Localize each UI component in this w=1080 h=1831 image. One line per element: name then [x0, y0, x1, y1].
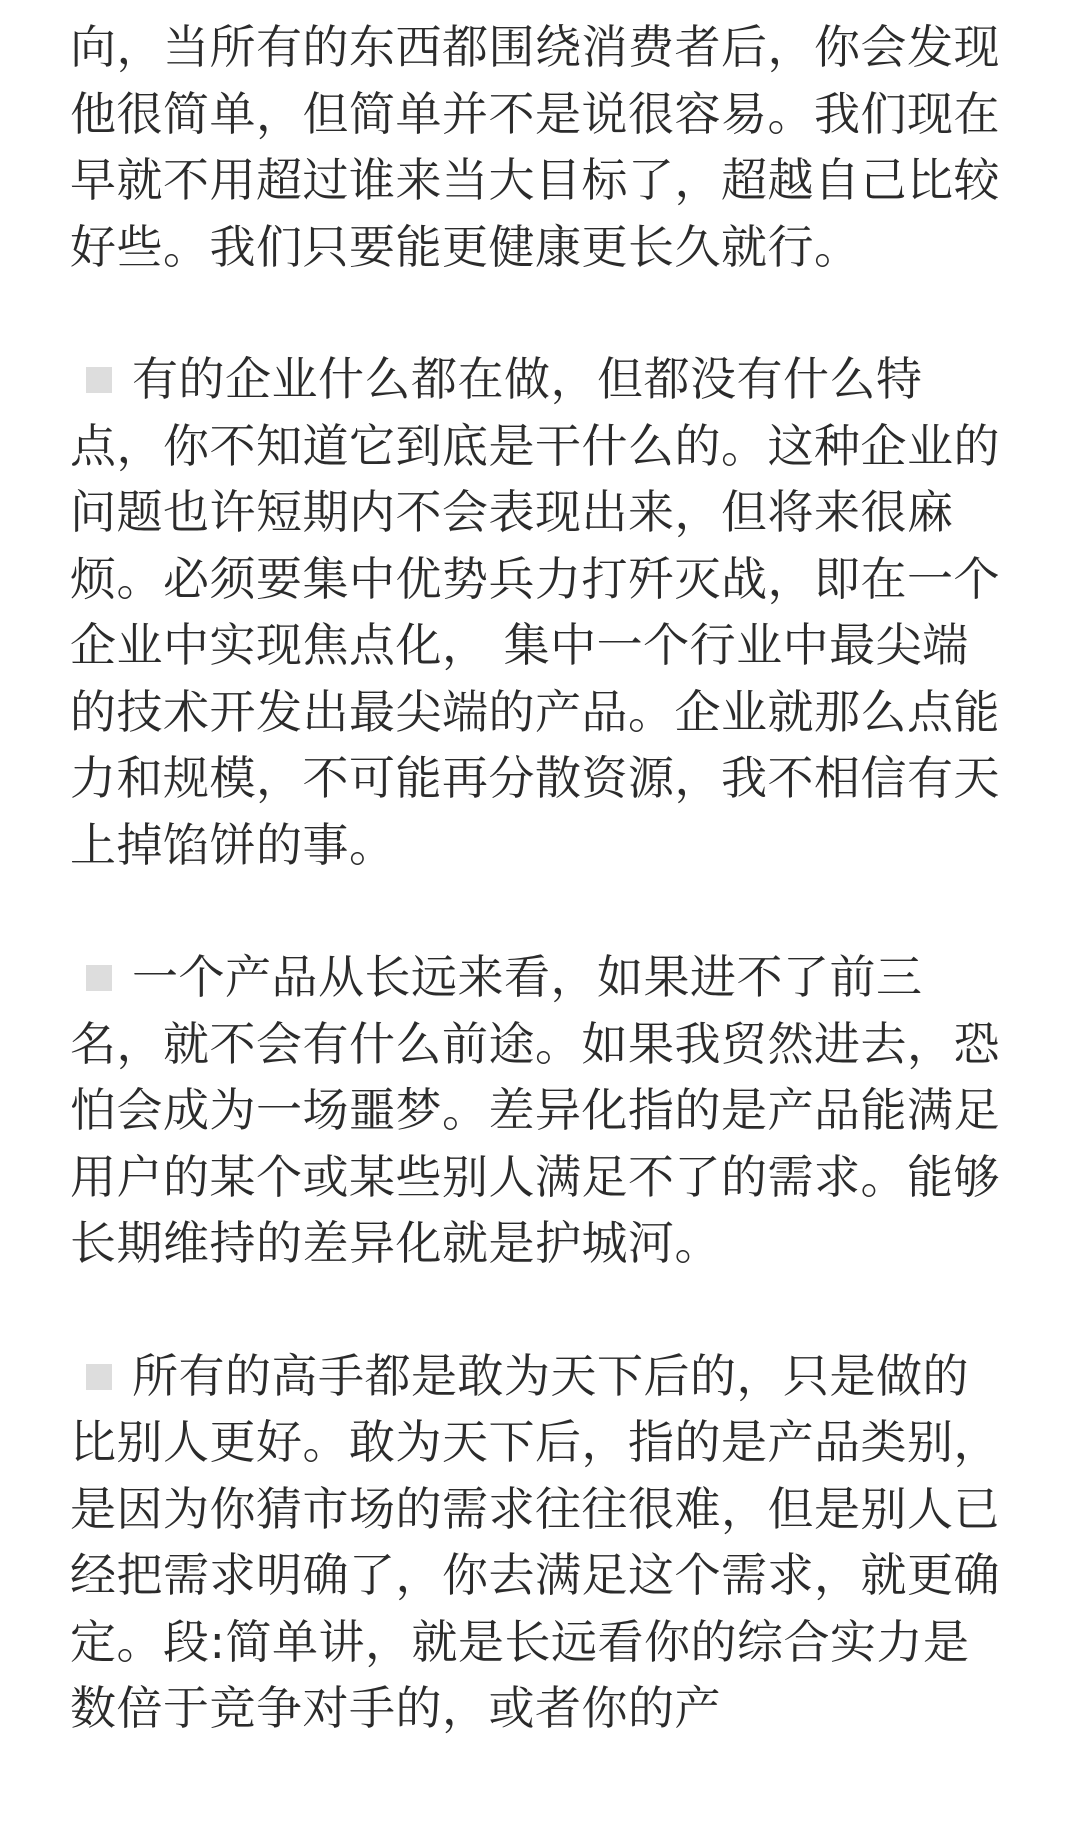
- square-bullet-icon: [86, 965, 112, 991]
- paragraph-2-text: 有的企业什么都在做，但都没有什么特点，你不知道它到底是干什么的。这种企业的问题也许短期内不会表现出来，但将来很麻烦。必须要集中优势兵力打歼灭战，即在一个企业中实现焦点化， 集中一个行业中最尖端的技术开发出最尖端的产品。企业就那么点能力和规模，不可能再分散资源，我不相信有天上掉馅饼的事。: [70, 352, 1000, 872]
- paragraph-1-text: 向，当所有的东西都围绕消费者后，你会发现他很简单，但简单并不是说很容易。我们现在早就不用超过谁来当大目标了，超越自己比较好些。我们只要能更健康更长久就行。: [70, 20, 1000, 274]
- paragraph-4-text: 所有的高手都是敢为天下后的，只是做的比别人更好。敢为天下后，指的是产品类别，是因为你猜市场的需求往往很难，但是别人已经把需求明确了，你去满足这个需求，就更确定。段:简单讲，就是长远看你的综合实力是数倍于竞争对手的，或者你的产: [70, 1348, 1000, 1735]
- paragraph-2: [70, 346, 1000, 878]
- paragraph-3: [70, 944, 1000, 1277]
- paragraph-4: [70, 1343, 1000, 1742]
- square-bullet-icon: [86, 1364, 112, 1390]
- paragraph-1: [70, 14, 1000, 280]
- article-body: [70, 14, 1000, 1742]
- paragraph-3-text: 一个产品从长远来看，如果进不了前三名，就不会有什么前途。如果我贸然进去，恐怕会成为一场噩梦。差异化指的是产品能满足用户的某个或某些别人满足不了的需求。能够长期维持的差异化就是护城河。: [70, 950, 1000, 1270]
- square-bullet-icon: [86, 367, 112, 393]
